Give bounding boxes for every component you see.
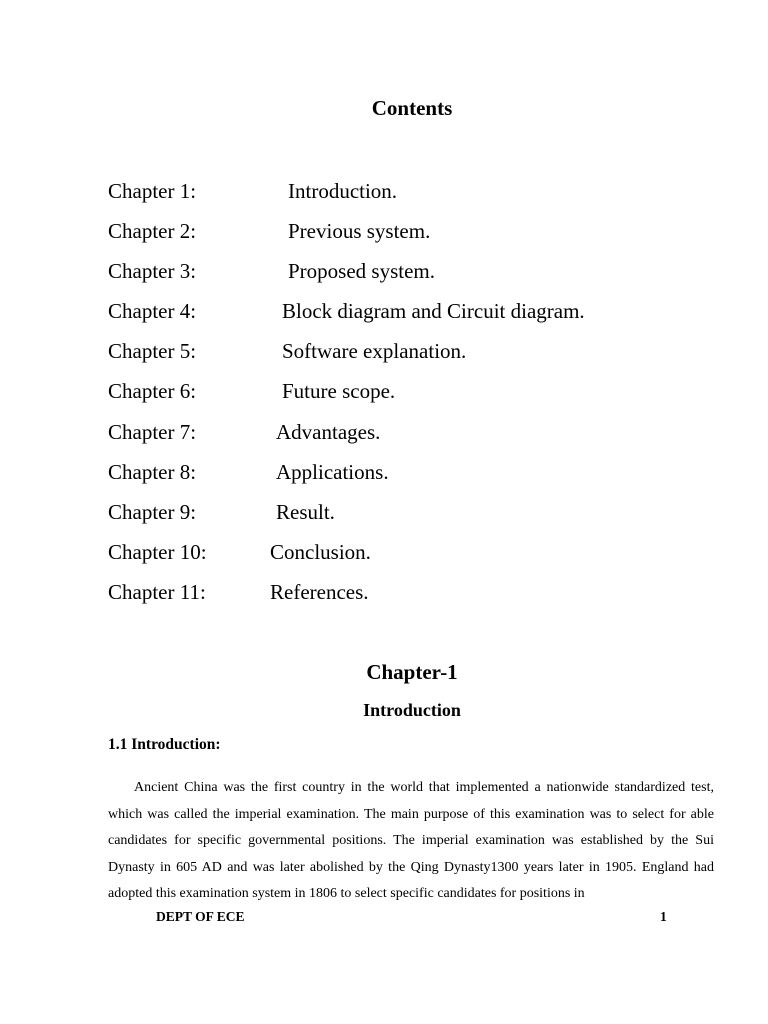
toc-chapter-label: Chapter 9: xyxy=(108,499,197,524)
toc-chapter-label: Chapter 6: xyxy=(108,379,197,404)
toc-chapter-label: Chapter 3: xyxy=(108,259,197,284)
toc-chapter-title: Future scope. xyxy=(282,379,396,404)
footer-page-number: 1 xyxy=(660,909,667,924)
toc-chapter-label: Chapter 4: xyxy=(108,299,197,324)
contents-title: Contents xyxy=(371,96,453,120)
toc-chapter-title: Software explanation. xyxy=(282,339,467,364)
body-paragraph: Ancient China was the first country in the world that implemented a nationwide standardized test, which was called the imperial examination. The main purpose of this examination was to select for able candidates for specific governmental positions. The imperial examination was established by the Sui Dynasty in 605 AD and was later abolished by the Qing Dynasty1300 years later in 1905. England had adopted this examination system in 1806 to select specific candidates for positions in xyxy=(108,780,714,902)
toc-chapter-label: Chapter 11: xyxy=(108,579,206,604)
toc-chapter-label: Chapter 2: xyxy=(108,219,197,244)
toc-chapter-title: Advantages. xyxy=(276,419,381,444)
chapter-subheading: Introduction xyxy=(363,700,461,720)
toc-chapter-label: Chapter 7: xyxy=(108,419,197,444)
toc-chapter-label: Chapter 8: xyxy=(108,459,197,484)
chapter-heading: Chapter-1 xyxy=(366,660,458,684)
toc-chapter-title: Previous system. xyxy=(288,219,431,244)
toc-chapter-title: Block diagram and Circuit diagram. xyxy=(282,299,585,324)
toc-chapter-title: Applications. xyxy=(276,459,389,484)
toc-chapter-label: Chapter 5: xyxy=(108,339,197,364)
toc-chapter-title: Result. xyxy=(276,499,335,524)
toc-chapter-title: Proposed system. xyxy=(288,259,435,284)
toc-chapter-title: Conclusion. xyxy=(270,539,371,564)
toc-chapter-title: References. xyxy=(270,579,369,604)
section-heading: 1.1 Introduction: xyxy=(108,736,221,753)
toc-chapter-label: Chapter 1: xyxy=(108,179,197,203)
toc-chapter-title: Introduction. xyxy=(288,179,398,203)
toc-chapter-label: Chapter 10: xyxy=(108,539,207,564)
footer-department: DEPT OF ECE xyxy=(156,909,245,924)
